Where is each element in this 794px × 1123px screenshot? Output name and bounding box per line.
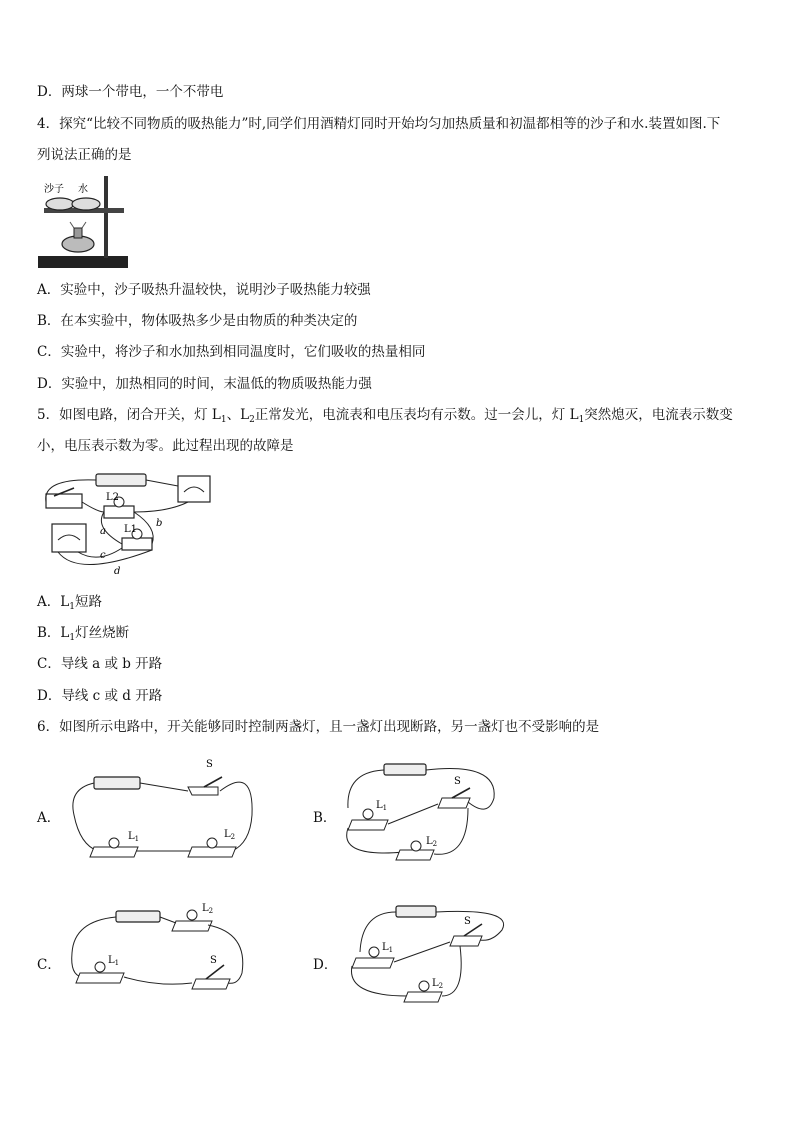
q4-label-sand: 沙子 bbox=[44, 184, 64, 195]
q4-option-b: B．在本实验中，物体吸热多少是由物质的种类决定的 bbox=[37, 313, 358, 329]
q4-option-c: C．实验中，将沙子和水加热到相同温度时，它们吸收的热量相同 bbox=[37, 344, 426, 360]
q6-option-d-letter: D． bbox=[313, 957, 338, 973]
q6-option-d-circuit bbox=[342, 900, 512, 1012]
q6-option-c-circuit bbox=[68, 903, 268, 1015]
q5-label-l2: L2 bbox=[106, 492, 120, 503]
q4-label-water: 水 bbox=[78, 184, 88, 195]
q6a-label-l2: $L_2$ bbox=[224, 829, 236, 841]
q5-option-a: A．$L_1$短路 bbox=[37, 594, 102, 612]
q6b-label-l2: $L_2$ bbox=[426, 836, 438, 848]
q4-stem-line2: 列说法正确的是 bbox=[37, 147, 132, 163]
q6c-label-l2: $L_2$ bbox=[202, 903, 214, 915]
q6-option-b-letter: B． bbox=[313, 810, 337, 826]
q6b-label-s: S bbox=[454, 776, 461, 787]
q5-stem-line1: 5．如图电路，闭合开关，灯 $L_1$、$L_2$正常发光，电流表和电压表均有示数。过一会儿，灯 $L_1$突然熄灭，电流表示数变 bbox=[37, 407, 733, 425]
q5-option-b: B．$L_1$灯丝烧断 bbox=[37, 625, 130, 643]
q4-option-a: A．实验中，沙子吸热升温较快，说明沙子吸热能力较强 bbox=[37, 282, 371, 298]
q4-stem-line1: 4．探究“比较不同物质的吸热能力”时,同学们用酒精灯同时开始均匀加热质量和初温都相等的沙子和水.装置如图.下 bbox=[37, 116, 721, 132]
q5-label-d: d bbox=[114, 566, 121, 577]
q6b-label-l1: $L_1$ bbox=[376, 800, 388, 812]
q6-option-c-letter: C． bbox=[37, 957, 61, 973]
q5-label-l1: L1 bbox=[124, 524, 138, 535]
q6c-label-l1: $L_1$ bbox=[108, 955, 120, 967]
q6a-label-l1: $L_1$ bbox=[128, 831, 140, 843]
q5-label-c: c bbox=[100, 550, 106, 561]
q5-label-a: a bbox=[100, 526, 106, 537]
q4-option-d: D．实验中，加热相同的时间，末温低的物质吸热能力强 bbox=[37, 376, 372, 392]
q6-option-a-letter: A． bbox=[37, 810, 61, 826]
q4-apparatus-figure bbox=[38, 172, 128, 270]
q6c-label-s: S bbox=[210, 955, 217, 966]
q5-option-d: D．导线 c 或 d 开路 bbox=[37, 688, 163, 704]
q6-option-a-circuit bbox=[68, 755, 268, 867]
q6-stem: 6．如图所示电路中，开关能够同时控制两盏灯，且一盏灯出现断路，另一盏灯也不受影响的是 bbox=[37, 719, 600, 735]
q5-label-b: b bbox=[156, 518, 163, 529]
q5-stem-line2: 小，电压表示数为零。此过程出现的故障是 bbox=[37, 438, 294, 454]
q6d-label-l1: $L_1$ bbox=[382, 942, 394, 954]
q6-option-b-circuit bbox=[338, 758, 508, 868]
q5-option-c: C．导线 a 或 b 开路 bbox=[37, 656, 163, 672]
q5-circuit-figure bbox=[38, 468, 218, 580]
q6d-label-s: S bbox=[464, 916, 471, 927]
q6a-label-s: S bbox=[206, 759, 213, 770]
q6d-label-l2: $L_2$ bbox=[432, 978, 444, 990]
q3-option-d: D．两球一个带电，一个不带电 bbox=[37, 84, 224, 100]
